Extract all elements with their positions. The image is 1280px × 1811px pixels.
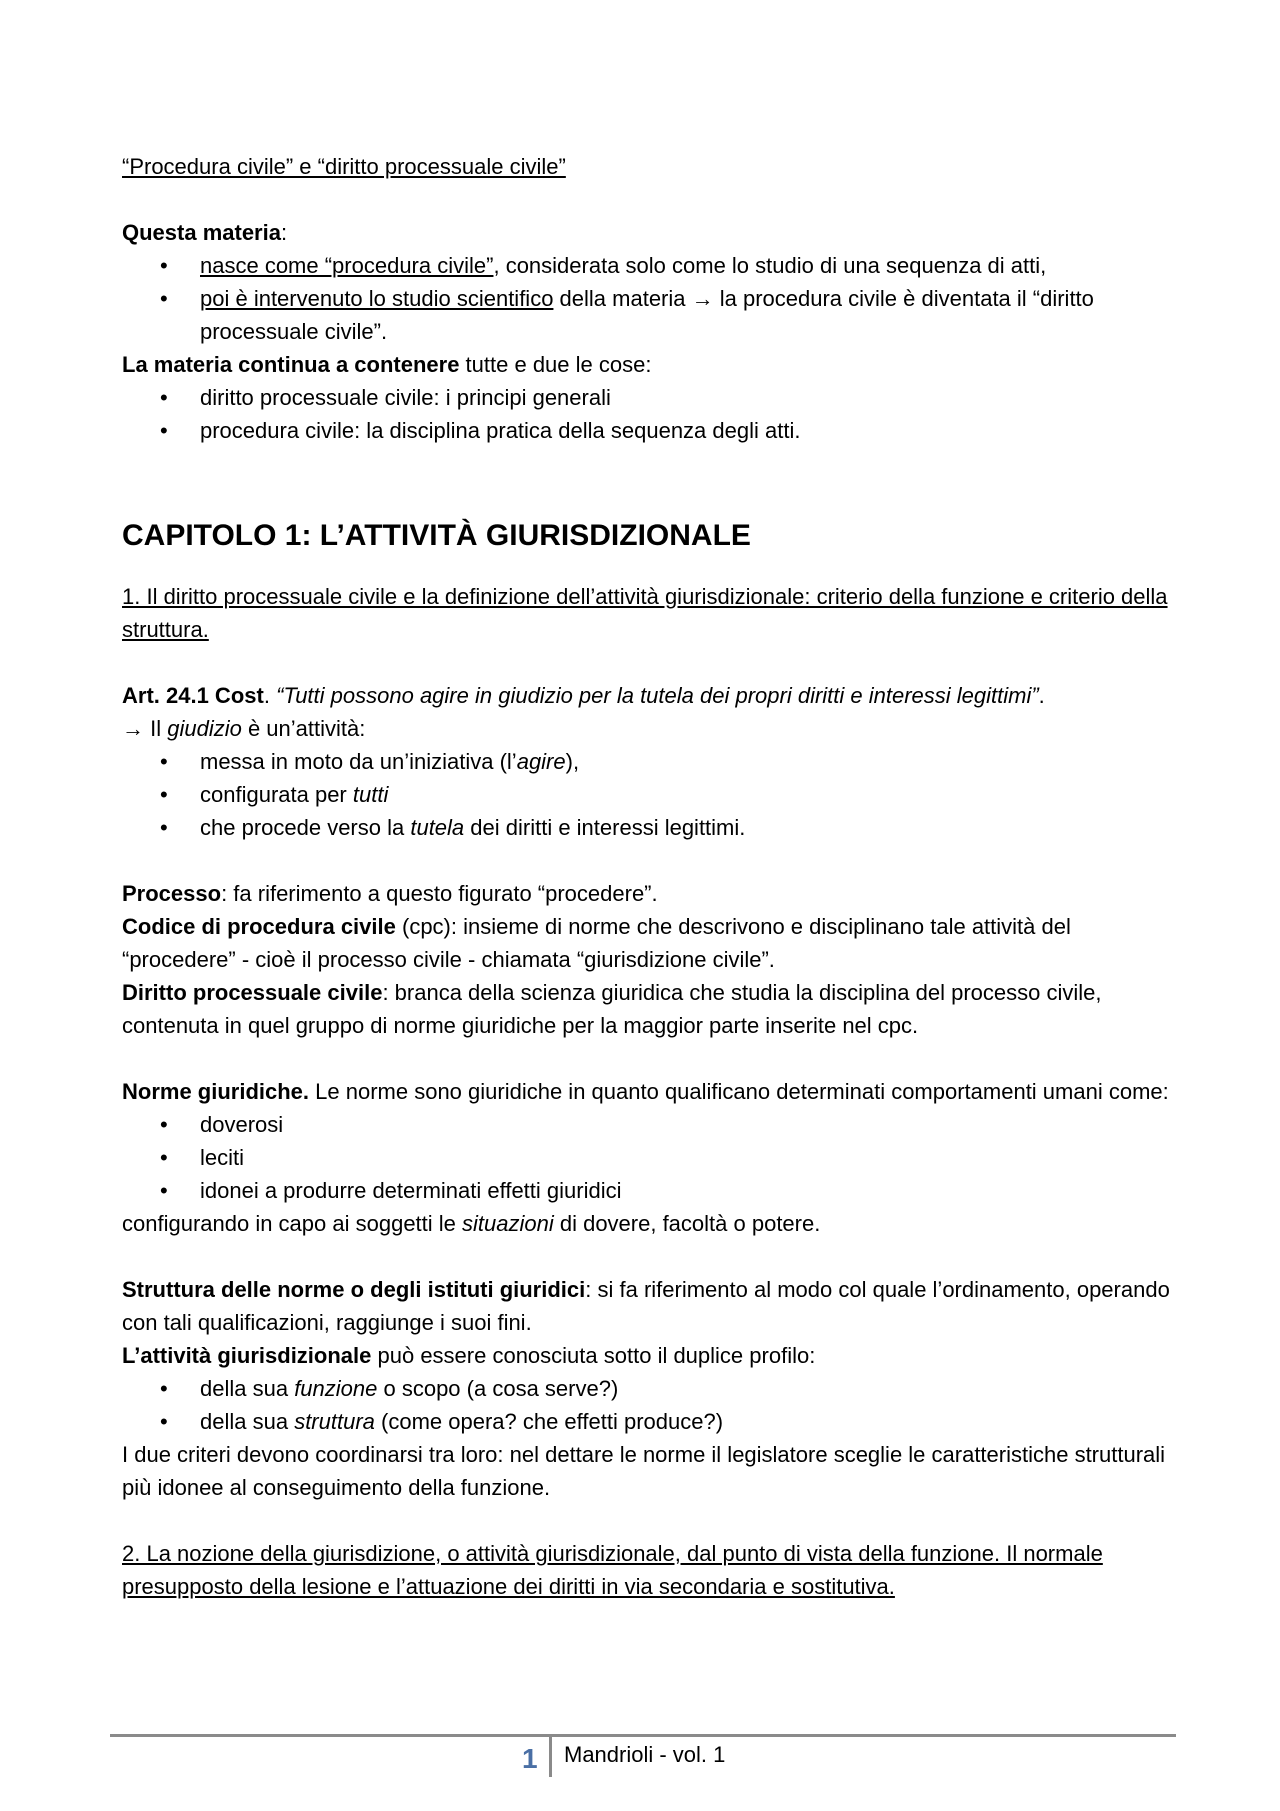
chapter-heading: CAPITOLO 1: L’ATTIVITÀ GIURISDIZIONALE [122,519,751,552]
giudizio-list [122,745,1182,844]
questa-paragraph: Questa materia: [122,220,288,245]
list-item: • diritto processuale civile: i principi generali [122,381,1182,414]
questa-label: Questa materia [122,220,281,245]
page-number: 1 [522,1743,538,1774]
list-item: • doverosi [122,1108,1182,1141]
attivita-paragraph: L’attività giurisdizionale può essere conosciuta sotto il duplice profilo: [122,1343,816,1368]
section-1-title: 1. Il diritto processuale civile e la definizione dell’attività giurisdizionale: criterio della funzione e criterio della struttura. [122,584,1168,642]
list-item: • nasce come “procedura civile”, considerata solo come lo studio di una sequenza di atti, [122,249,1182,282]
list-item: • procedura civile: la disciplina pratica della sequenza degli atti. [122,414,1182,447]
questa-list [122,249,1182,348]
intro-title: “Procedura civile” e “diritto processuale civile” [122,154,566,179]
list-item: • della sua struttura (come opera? che effetti produce?) [122,1405,1182,1438]
codice-paragraph: Codice di procedura civile (cpc): insieme di norme che descrivono e disciplinano tale attività del “procedere” - cioè il processo civile - chiamata “giurisdizione civile”. [122,914,1071,972]
list-item: • che procede verso la tutela dei diritti e interessi legittimi. [122,811,1182,844]
norme-paragraph: Norme giuridiche. Le norme sono giuridiche in quanto qualificano determinati comportamenti umani come: [122,1079,1169,1104]
profilo-list [122,1372,1182,1438]
processo-paragraph: Processo: fa riferimento a questo figurato “procedere”. [122,881,658,906]
norme-list [122,1108,1182,1207]
list-item: • idonei a produrre determinati effetti giuridici [122,1174,1182,1207]
continua-paragraph: La materia continua a contenere tutte e due le cose: [122,352,652,377]
list-item: • configurata per tutti [122,778,1182,811]
list-item: • della sua funzione o scopo (a cosa serve?) [122,1372,1182,1405]
footer-divider [110,1734,1176,1737]
footer-source: Mandrioli - vol. 1 [564,1742,726,1767]
list-item: • leciti [122,1141,1182,1174]
footer-separator [549,1737,552,1777]
criteri-paragraph: I due criteri devono coordinarsi tra loro: nel dettare le norme il legislatore sceglie le caratteristiche strutturali più idonee al conseguimento della funzione. [122,1442,1166,1500]
document-body [122,150,1182,1603]
diritto-paragraph: Diritto processuale civile: branca della scienza giuridica che studia la disciplina del processo civile, contenuta in quel gruppo di norme giuridiche per la maggior parte inserite nel cpc. [122,980,1102,1038]
list-item: • messa in moto da un’iniziativa (l’agire), [122,745,1182,778]
section-2-title: 2. La nozione della giurisdizione, o attività giurisdizionale, dal punto di vista della funzione. Il normale presupposto della lesione e l’attuazione dei diritti in via secondaria e sostitutiva. [122,1541,1103,1599]
giudizio-paragraph: → Il giudizio è un’attività: [122,716,366,741]
list-item: • poi è intervenuto lo studio scientifico della materia → la procedura civile è diventata il “diritto processuale civile”. [122,282,1182,348]
config-paragraph: configurando in capo ai soggetti le situazioni di dovere, facoltà o potere. [122,1211,821,1236]
art-paragraph: Art. 24.1 Cost. “Tutti possono agire in giudizio per la tutela dei propri diritti e interessi legittimi”. [122,683,1045,708]
continua-list [122,381,1182,447]
struttura-paragraph: Struttura delle norme o degli istituti giuridici: si fa riferimento al modo col quale l’ordinamento, operando con tali qualificazioni, raggiunge i suoi fini. [122,1277,1170,1335]
